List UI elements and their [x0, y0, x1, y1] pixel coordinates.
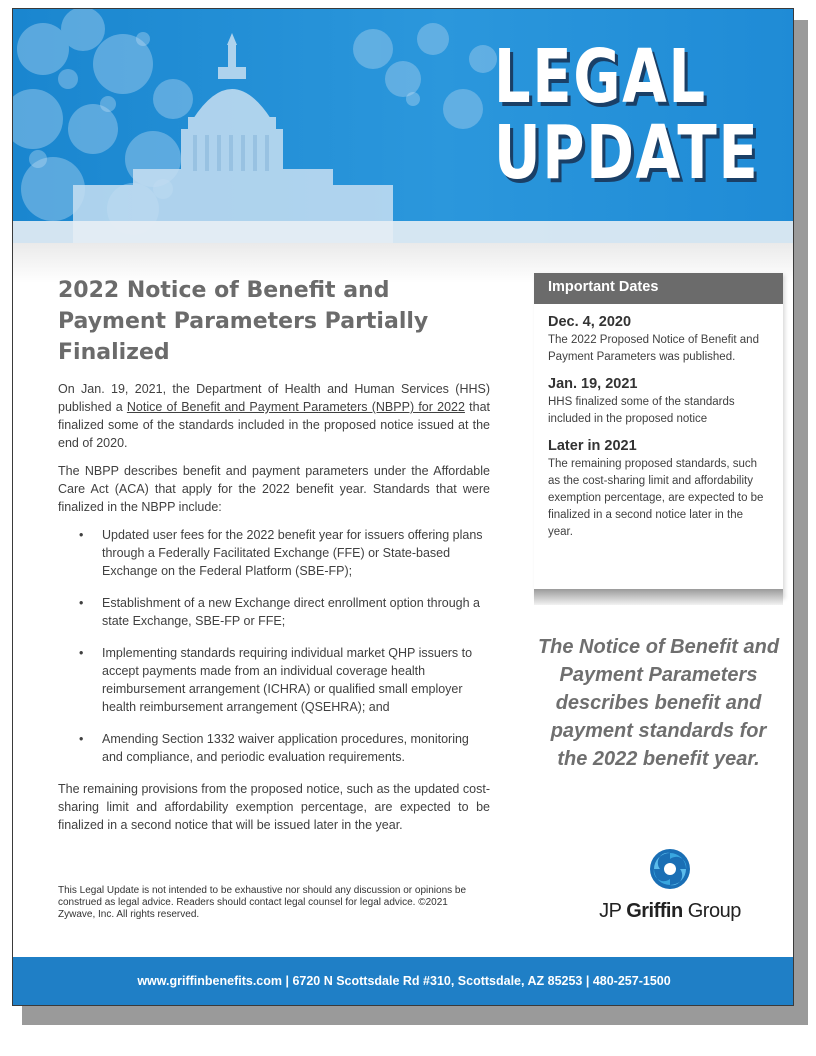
- logo-suffix: Group: [682, 900, 741, 922]
- logo-bold: Griffin: [626, 900, 683, 922]
- article-headline: 2022 Notice of Benefit and Payment Parameters Partially Finalized: [58, 278, 429, 365]
- document-page: [12, 8, 794, 1006]
- date-item: [534, 314, 783, 366]
- standards-paragraph: The NBPP describes benefit and payment parameters under the Affordable Care Act (ACA) that apply for the 2022 benefit year. Standards that were finalized in the NBPP include:: [58, 464, 490, 514]
- intro-text-1: On Jan. 19, 2021, the Department of Health and Human Services (HHS) published a: [58, 382, 490, 414]
- date-title: Dec. 4, 2020: [548, 314, 632, 330]
- list-item: • Updated user fees for the 2022 benefit year for issuers offering plans through a Federally Facilitated Exchange (FFE) or State-based Exchange on the Federal Platform (SBE-FP);: [102, 526, 490, 580]
- date-description: The remaining proposed standards, such as the cost-sharing limit and affordability exemption percentage, are expected to be finalized in a second notice later in the year.: [548, 458, 764, 538]
- banner-title-line2: UPDATE: [493, 110, 759, 196]
- banner-title-line1: LEGAL: [493, 34, 707, 120]
- list-item: • Implementing standards requiring individual market QHP issuers to accept payments made from an individual coverage health reimbursement arrangement (ICHRA) or qualified small employer health reimbursement arrangement (QSEHRA); and: [102, 644, 490, 716]
- date-item: [534, 376, 783, 428]
- sidebar-divider: [534, 589, 783, 605]
- standards-list: [58, 526, 490, 766]
- banner-title: [493, 34, 759, 196]
- date-title: Jan. 19, 2021: [548, 376, 638, 392]
- logo-prefix: JP: [599, 900, 627, 922]
- article-body: [58, 275, 490, 844]
- date-description: HHS finalized some of the standards included in the proposed notice: [548, 396, 735, 425]
- company-logo: [595, 847, 745, 923]
- important-dates-heading: Important Dates: [534, 273, 783, 304]
- date-item: [534, 438, 783, 541]
- date-description: The 2022 Proposed Notice of Benefit and Payment Parameters was published.: [548, 334, 759, 363]
- nbpp-link[interactable]: Notice of Benefit and Payment Parameters (NBPP) for 2022: [126, 400, 465, 414]
- legal-disclaimer: This Legal Update is not intended to be exhaustive nor should any discussion or opinions be construed as legal advice. Readers should contact legal counsel for legal advice. ©2021 Zywave, Inc. All rights reserved.: [58, 885, 467, 920]
- pull-quote: The Notice of Benefit and Payment Parameters describes benefit and payment standards for the 2022 benefit year.: [537, 636, 780, 770]
- header-banner: [13, 9, 794, 243]
- logo-wordmark: [595, 900, 745, 923]
- swirl-logo-icon: [648, 847, 692, 891]
- date-title: Later in 2021: [548, 438, 637, 454]
- important-dates-panel: [534, 273, 783, 597]
- list-item: • Amending Section 1332 waiver application procedures, monitoring and compliance, and periodic evaluation requirements.: [102, 730, 490, 766]
- intro-text-2: that finalized some of the standards included in the proposed notice issued at the end of 2020.: [58, 400, 491, 450]
- closing-paragraph: The remaining provisions from the proposed notice, such as the updated cost-sharing limit and affordability exemption percentage, are expected to be finalized in a second notice that will be issued later in the year.: [58, 782, 490, 832]
- list-item: • Establishment of a new Exchange direct enrollment option through a state Exchange, SBE-FP or FFE;: [102, 594, 490, 630]
- intro-paragraph: [58, 380, 490, 452]
- contact-footer: www.griffinbenefits.com | 6720 N Scottsdale Rd #310, Scottsdale, AZ 85253 | 480-257-1500: [13, 957, 794, 1005]
